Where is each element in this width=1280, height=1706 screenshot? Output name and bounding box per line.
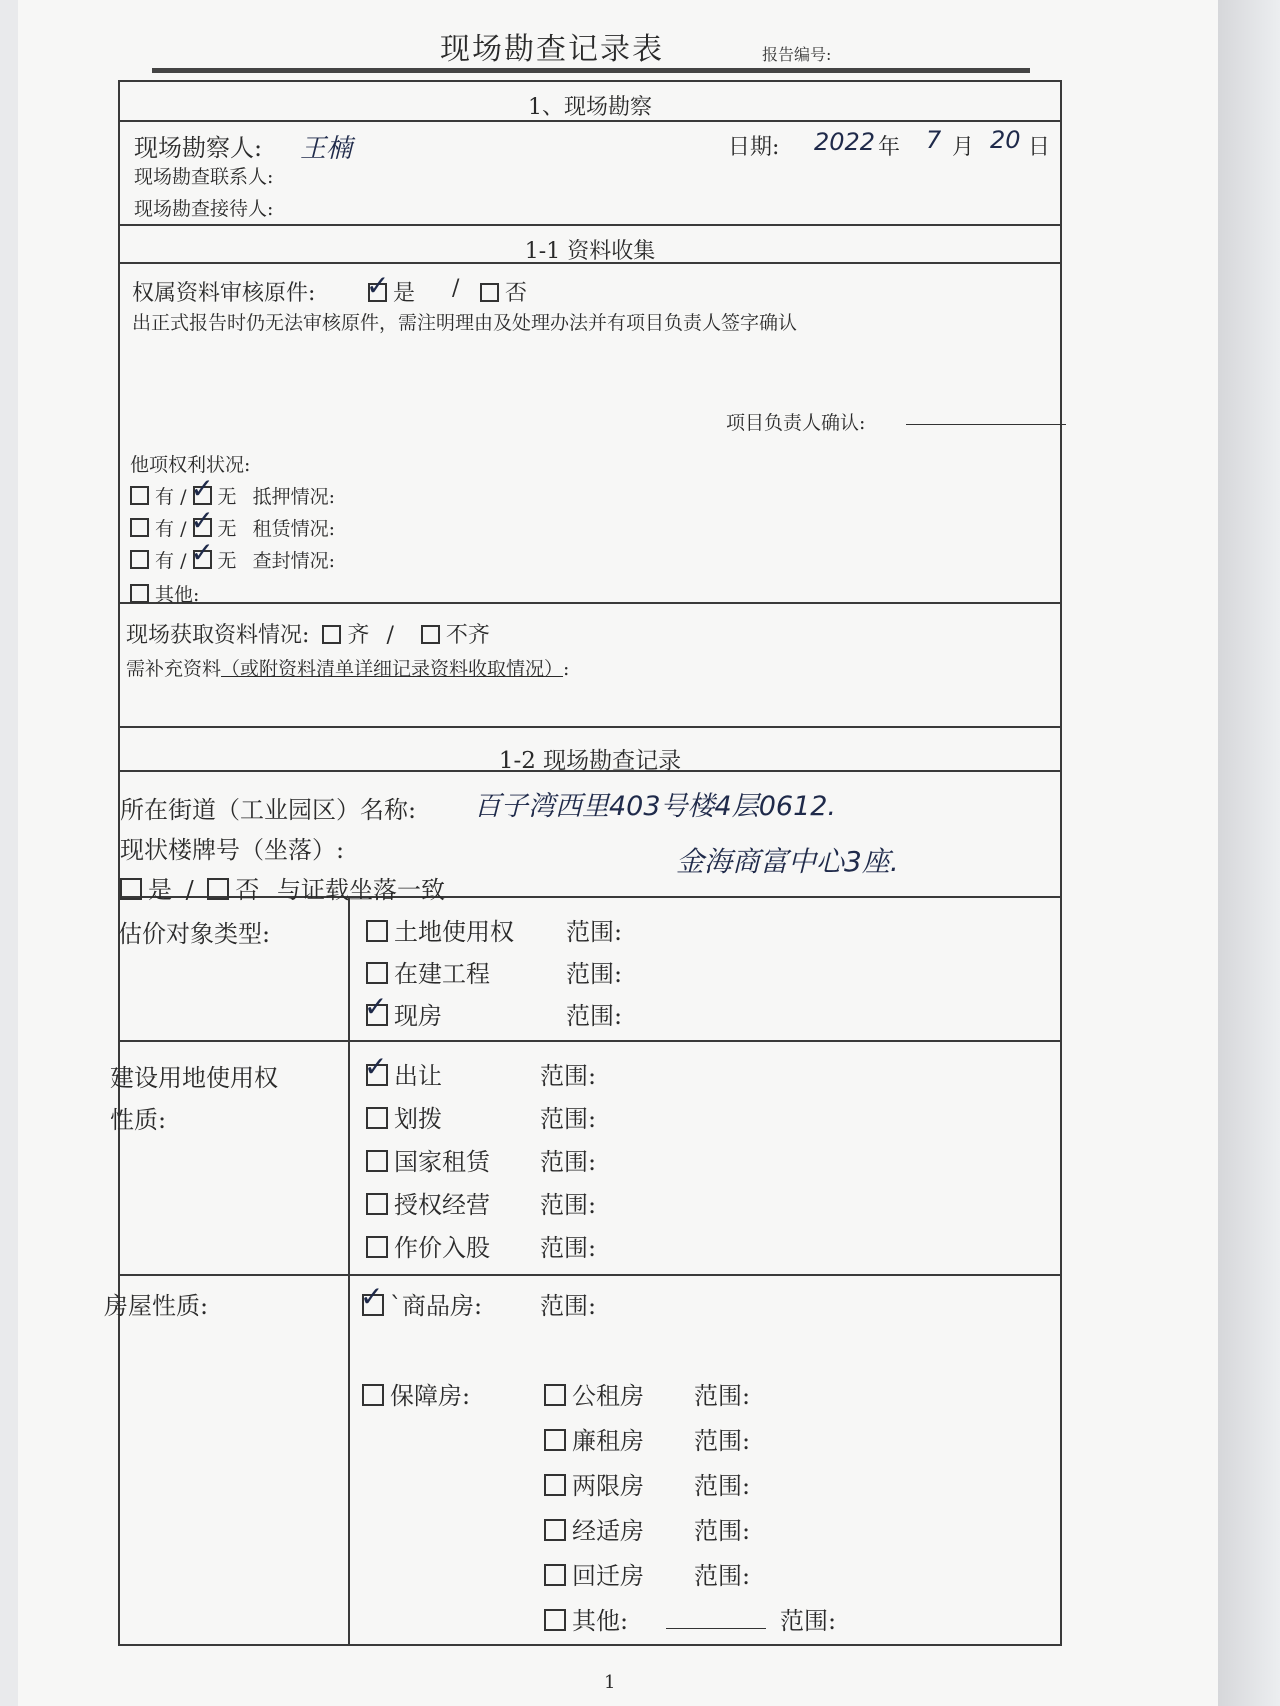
low-rent-scope: 范围: xyxy=(694,1427,751,1455)
audit-yes-option[interactable] xyxy=(368,276,415,307)
inspector-label: 现场勘察人: xyxy=(134,134,263,162)
confirm-signature-line[interactable] xyxy=(906,424,1066,425)
incomplete-checkbox[interactable] xyxy=(421,625,440,644)
consistency-no-checkbox[interactable] xyxy=(207,878,229,900)
section-1-1-heading: 1-1 资料收集 xyxy=(524,239,656,264)
land-right-label-line2: 性质: xyxy=(110,1106,167,1134)
section-1-heading: 1、现场勘察 xyxy=(528,95,652,120)
land-right-authorized-scope: 范围: xyxy=(540,1191,597,1219)
street-value: 百子湾西里403号楼4层0612. xyxy=(474,791,837,822)
confirm-label: 项目负责人确认: xyxy=(726,412,866,434)
contact-label: 现场勘查联系人: xyxy=(134,166,274,188)
commercial-housing[interactable]: ✓ `商品房: xyxy=(362,1286,482,1321)
economic-housing-checkbox[interactable] xyxy=(544,1519,566,1541)
commercial-housing-scope: 范围: xyxy=(540,1292,597,1320)
page-number: 1 xyxy=(604,1672,616,1693)
land-right-transfer[interactable]: ✓出让 xyxy=(366,1056,442,1091)
object-type-construction-checkbox[interactable] xyxy=(366,962,388,984)
onsite-material-row: 现场获取资料情况: 齐 / 不齐 xyxy=(126,623,490,648)
affordable-housing[interactable]: 保障房: xyxy=(362,1376,470,1411)
audit-no-label: 否 xyxy=(505,281,528,306)
resettlement-housing[interactable]: 回迁房 xyxy=(544,1556,644,1591)
object-type-label: 估价对象类型: xyxy=(118,920,271,948)
rule-2 xyxy=(118,224,1062,226)
low-rent-checkbox[interactable] xyxy=(544,1429,566,1451)
land-right-state-lease-scope: 范围: xyxy=(540,1148,597,1176)
land-right-allocation[interactable]: 划拨 xyxy=(366,1099,442,1134)
date-year-unit: 年 xyxy=(878,135,901,160)
date-month: 7 xyxy=(926,126,942,154)
audit-yes-label: 是 xyxy=(393,281,416,306)
lease-have-checkbox[interactable] xyxy=(130,518,149,537)
consistency-row: 是 / 否 与证载坐落一致 xyxy=(120,870,445,905)
onsite-material-label: 现场获取资料情况: xyxy=(126,623,310,648)
land-right-equity-checkbox[interactable] xyxy=(366,1236,388,1258)
other-housing-scope: 范围: xyxy=(780,1607,837,1635)
street-label: 所在街道（工业园区）名称: xyxy=(120,796,417,824)
report-number-label: 报告编号: xyxy=(762,45,832,64)
public-rental[interactable]: 公租房 xyxy=(544,1376,644,1411)
date-day: 20 xyxy=(990,126,1021,154)
land-right-allocation-scope: 范围: xyxy=(540,1105,597,1133)
land-right-state-lease-checkbox[interactable] xyxy=(366,1150,388,1172)
date-year: 2022 xyxy=(814,128,876,156)
land-right-transfer-scope: 范围: xyxy=(540,1062,597,1090)
consistency-yes-checkbox[interactable] xyxy=(120,878,142,900)
price-limited-scope: 范围: xyxy=(694,1472,751,1500)
rule-4 xyxy=(118,602,1062,604)
mortgage-have-checkbox[interactable] xyxy=(130,486,149,505)
date-month-unit: 月 xyxy=(952,135,975,160)
inspector-signature: 王楠 xyxy=(300,134,353,164)
public-rental-checkbox[interactable] xyxy=(544,1384,566,1406)
audit-separator: / xyxy=(452,276,460,301)
economic-housing[interactable]: 经适房 xyxy=(544,1511,644,1546)
house-nature-label: 房屋性质: xyxy=(104,1292,209,1320)
other-housing-checkbox[interactable] xyxy=(544,1609,566,1631)
low-rent[interactable]: 廉租房 xyxy=(544,1421,644,1456)
title-rule xyxy=(152,68,1030,73)
public-rental-scope: 范围: xyxy=(694,1382,751,1410)
audit-label: 权属资料审核原件: xyxy=(132,281,316,306)
land-right-transfer-checkbox[interactable] xyxy=(366,1064,388,1086)
land-right-state-lease[interactable]: 国家租赁 xyxy=(366,1142,490,1177)
receiver-label: 现场勘查接待人: xyxy=(134,198,274,220)
object-type-construction-scope: 范围: xyxy=(566,960,623,988)
resettlement-housing-scope: 范围: xyxy=(694,1562,751,1590)
other-rights-label: 他项权利状况: xyxy=(130,454,251,476)
land-right-equity-scope: 范围: xyxy=(540,1234,597,1262)
lease-none-checkbox[interactable] xyxy=(193,518,212,537)
land-right-authorized[interactable]: 授权经营 xyxy=(366,1185,490,1220)
section-1-2-heading: 1-2 现场勘查记录 xyxy=(498,748,682,774)
object-type-land-checkbox[interactable] xyxy=(366,920,388,942)
seizure-none-checkbox[interactable] xyxy=(193,550,212,569)
object-type-land-scope: 范围: xyxy=(566,918,623,946)
supplement-row: 需补充资料（或附资料清单详细记录资料收取情况）: xyxy=(126,658,570,680)
date-day-unit: 日 xyxy=(1028,135,1051,160)
audit-yes-checkbox[interactable] xyxy=(368,283,387,302)
land-right-label-line1: 建设用地使用权 xyxy=(110,1064,278,1092)
complete-checkbox[interactable] xyxy=(322,625,341,644)
object-type-existing-scope: 范围: xyxy=(566,1002,623,1030)
affordable-housing-checkbox[interactable] xyxy=(362,1384,384,1406)
commercial-housing-checkbox[interactable] xyxy=(362,1294,384,1316)
land-right-allocation-checkbox[interactable] xyxy=(366,1107,388,1129)
other-housing[interactable]: 其他: xyxy=(544,1601,628,1636)
land-right-equity[interactable]: 作价入股 xyxy=(366,1228,490,1263)
economic-housing-scope: 范围: xyxy=(694,1517,751,1545)
rule-8 xyxy=(118,1040,1062,1042)
rule-5 xyxy=(118,726,1062,728)
date-label: 日期: xyxy=(728,135,780,160)
object-type-existing[interactable]: ✓现房 xyxy=(366,996,442,1031)
audit-no-checkbox[interactable] xyxy=(480,283,499,302)
audit-no-option[interactable] xyxy=(480,276,527,307)
other-rights-checkbox[interactable] xyxy=(130,584,149,603)
form-title: 现场勘查记录表 xyxy=(440,32,664,67)
plate-value: 金海商富中心3座. xyxy=(676,845,899,878)
other-rights-row: 其他: xyxy=(130,580,199,607)
audit-note: 出正式报告时仍无法审核原件，需注明理由及处理办法并有项目负责人签字确认 xyxy=(132,312,798,334)
other-housing-blank[interactable] xyxy=(666,1628,766,1629)
object-type-existing-checkbox[interactable] xyxy=(366,1004,388,1026)
price-limited[interactable]: 两限房 xyxy=(544,1466,644,1501)
mortgage-row: 有 / ✓ 无 抵押情况: xyxy=(130,482,335,509)
plate-label: 现状楼牌号（坐落）: xyxy=(120,836,345,864)
seizure-have-checkbox[interactable] xyxy=(130,550,149,569)
label-column-divider xyxy=(348,896,350,1646)
rule-9 xyxy=(118,1274,1062,1276)
lease-row: 有 / ✓ 无 租赁情况: xyxy=(130,514,335,541)
land-right-authorized-checkbox[interactable] xyxy=(366,1193,388,1215)
seizure-row: 有 / ✓ 无 查封情况: xyxy=(130,546,335,573)
resettlement-housing-checkbox[interactable] xyxy=(544,1564,566,1586)
underlying-page-edge xyxy=(1218,0,1280,1706)
object-type-construction[interactable]: 在建工程 xyxy=(366,954,490,989)
mortgage-none-checkbox[interactable] xyxy=(193,486,212,505)
price-limited-checkbox[interactable] xyxy=(544,1474,566,1496)
object-type-land[interactable]: 土地使用权 xyxy=(366,912,514,947)
